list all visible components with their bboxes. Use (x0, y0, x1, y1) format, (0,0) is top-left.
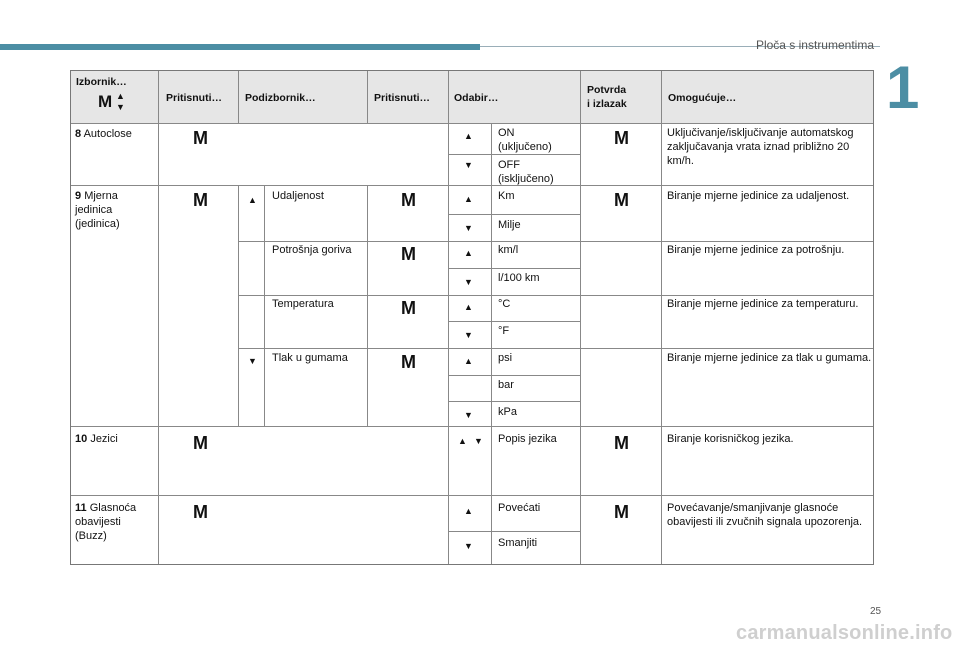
option-km-l: km/l (498, 244, 519, 256)
distance-description: Biranje mjerne jedinice za udaljenost. (667, 190, 850, 202)
up-arrow-icon: ▲ (464, 131, 473, 141)
header-submenu: Podizbornik… (245, 92, 316, 104)
submenu-temperature: Temperatura (272, 298, 334, 310)
up-arrow-icon: ▲ (458, 436, 467, 446)
fuel-description: Biranje mjerne jedinice za potrošnju. (667, 244, 845, 256)
submenu-tyre-pressure: Tlak u gumama (272, 352, 348, 364)
m-button-icon: M (401, 298, 416, 318)
option-l-100km: l/100 km (498, 272, 540, 284)
up-arrow-icon: ▲ (464, 302, 473, 312)
submenu-fuel: Potrošnja goriva (272, 244, 352, 256)
down-arrow-icon: ▼ (464, 277, 473, 287)
chapter-number: 1 (886, 54, 920, 121)
submenu-distance: Udaljenost (272, 190, 324, 202)
m-button-icon: M (193, 128, 208, 148)
option-psi: psi (498, 352, 513, 364)
option-celsius: °C (498, 298, 511, 310)
down-arrow-icon: ▼ (464, 410, 473, 420)
header-up-arrow-icon: ▲ (116, 91, 125, 101)
settings-table (70, 70, 874, 565)
m-button-icon: M (401, 190, 416, 210)
m-button-icon: M (401, 244, 416, 264)
down-arrow-icon: ▼ (464, 223, 473, 233)
option-increase: Povećati (498, 502, 541, 514)
autoclose-description: Uključivanje/isključivanje automatskog zaključavanja vrata iznad približno 20 km/h. (667, 127, 854, 167)
header-enables: Omogućuje… (668, 92, 737, 104)
m-button-icon: M (614, 128, 629, 148)
page-number: 25 (870, 606, 882, 617)
m-button-icon: M (193, 502, 208, 522)
m-button-icon: M (193, 190, 208, 210)
m-button-icon: M (614, 433, 629, 453)
header-press-1: Pritisnuti… (166, 92, 223, 104)
tyre-description: Biranje mjerne jedinice za tlak u gumama. (667, 352, 872, 364)
row-volume-label: 11 Glasnoća obavijesti (Buzz) (75, 502, 137, 542)
option-language-list: Popis jezika (498, 433, 557, 445)
header-confirm: Potvrda i izlazak (587, 84, 627, 110)
option-decrease: Smanjiti (498, 537, 538, 549)
up-arrow-icon: ▲ (464, 194, 473, 204)
option-on: ON (uključeno) (498, 127, 552, 153)
option-bar: bar (498, 379, 514, 391)
row-autoclose-label: 8 Autoclose (75, 128, 132, 140)
header-m-button-icon: M (98, 92, 113, 111)
up-arrow-icon: ▲ (464, 356, 473, 366)
down-arrow-icon: ▼ (464, 541, 473, 551)
volume-description: Povećavanje/smanjivanje glasnoće obavijesti ili zvučnih signala upozorenja. (667, 502, 863, 528)
header-select: Odabir… (454, 92, 499, 104)
up-arrow-icon: ▲ (464, 248, 473, 258)
row-units-label: 9 Mjerna jedinica (jedinica) (75, 190, 120, 230)
down-arrow-icon: ▼ (474, 436, 483, 446)
option-fahrenheit: °F (498, 325, 510, 337)
header-accent-bar (0, 44, 480, 50)
header-press-2: Pritisnuti… (374, 92, 431, 104)
header-down-arrow-icon: ▼ (116, 102, 125, 112)
m-button-icon: M (193, 433, 208, 453)
option-off: OFF (isključeno) (498, 159, 554, 185)
down-arrow-icon: ▼ (248, 356, 257, 366)
section-title: Ploča s instrumentima (755, 38, 874, 52)
up-arrow-icon: ▲ (248, 195, 257, 205)
down-arrow-icon: ▼ (464, 160, 473, 170)
m-button-icon: M (614, 502, 629, 522)
option-km: Km (498, 190, 515, 202)
m-button-icon: M (614, 190, 629, 210)
languages-description: Biranje korisničkog jezika. (667, 433, 794, 445)
row-languages-label: 10 Jezici (75, 433, 118, 445)
down-arrow-icon: ▼ (464, 330, 473, 340)
m-button-icon: M (401, 352, 416, 372)
option-miles: Milje (498, 219, 521, 231)
watermark: carmanualsonline.info (736, 622, 953, 644)
temperature-description: Biranje mjerne jedinice za temperaturu. (667, 298, 859, 310)
option-kpa: kPa (498, 406, 517, 418)
header-menu: Izbornik… (76, 76, 127, 88)
up-arrow-icon: ▲ (464, 506, 473, 516)
